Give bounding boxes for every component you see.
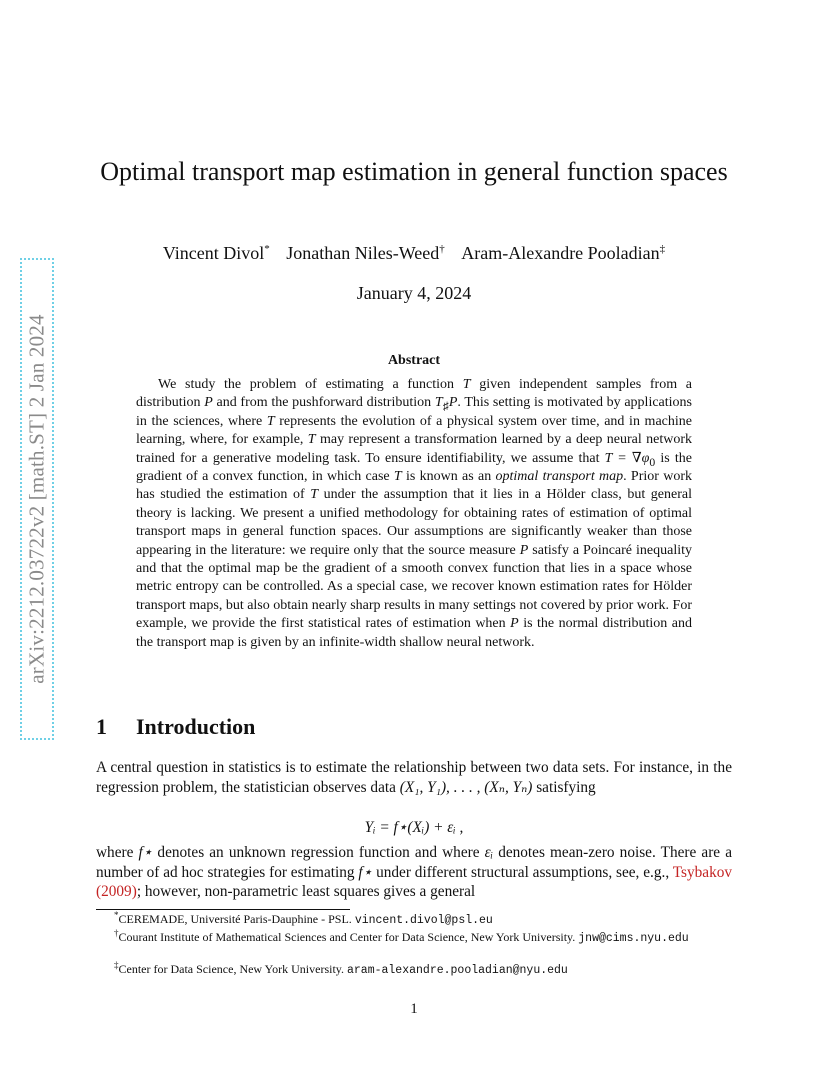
author-affiliation-mark: ‡ [659,243,666,255]
author-list [96,243,732,264]
section-heading-introduction [96,714,255,740]
email-link[interactable]: vincent.divol@psl.eu [354,914,493,927]
author-name: Aram-Alexandre Pooladian [461,243,660,263]
author-1 [163,243,270,263]
abstract-text: We study the problem of estimating a function T given independent samples from a distribution P and from the pushforward distribution $T_♯P$. This setting is motivated by applications in the sciences, where T represents the evolution of a physical system over time, and in machine learning, where, for example, T may represent a transformation learned by a deep neural network trained for a generative modeling task. To ensure identifiability, we assume that $T = \nabla\varphi_0$ is the gradient of a convex function, in which case T is known as an optimal transport map. Prior work has studied the estimation of T under the assumption that it lies in a Hölder class, but general theory is lacking. We present a unified methodology for obtaining rates of estimation of optimal transport maps in general function spaces. Our assumptions are significantly weaker than those appearing in the literature: we require only that the source measure P satisfy a Poincaré inequality and that the optimal map be the gradient of a smooth convex function that lies in a space whose metric entropy can be controlled. As a special case, we recover known estimation rates for Hölder transport maps, but also obtain nearly sharp results in many settings not covered by prior work. For example, we provide the first statistical rates of estimation when P is the normal distribution and the transport map is given by an infinite-width shallow neural network. [136,377,693,650]
abstract-heading: Abstract [387,353,441,368]
paper-date: January 4, 2024 [356,283,472,303]
author-3 [461,243,665,263]
section-number: 1 [96,714,107,739]
intro-paragraph-2: where f⋆ denotes an unknown regression function and where εᵢ denotes mean-zero noise. There are a number of ad hoc strategies for estimating f⋆ under different structural assumptions, see, e.g., Tsybakov (2009); however, non-parametric least squares gives a general [96,844,733,900]
arxiv-identifier-stamp [20,258,54,740]
author-affiliation-mark: * [264,243,270,255]
author-2 [286,243,445,263]
footnote-3: ‡Center for Data Science, New York University. aram-alexandre.pooladian@nyu.edu [114,960,568,977]
page-number: 1 [410,1001,418,1017]
paper-title: Optimal transport map estimation in general function spaces [100,157,728,186]
author-affiliation-mark: † [439,243,445,255]
author-name: Jonathan Niles-Weed [286,243,440,263]
email-link[interactable]: aram-alexandre.pooladian@nyu.edu [347,964,568,977]
author-name: Vincent Divol [162,243,265,263]
regression-equation: Yᵢ = f⋆(Xᵢ) + εᵢ , [364,819,464,836]
footnote-2: †Courant Institute of Mathematical Sciences and Center for Data Science, New York University. jnw@cims.nyu.edu [114,928,689,945]
arxiv-identifier-text: arXiv:2212.03722v2 [math.ST] 2 Jan 2024 [24,314,49,684]
citation-link[interactable]: Tsybakov (2009) [96,863,733,900]
email-link[interactable]: jnw@cims.nyu.edu [578,932,689,945]
footnote-1: *CEREMADE, Université Paris-Dauphine - PSL. vincent.divol@psl.eu [114,910,493,927]
footnote-divider [96,909,350,910]
section-title: Introduction [136,714,256,739]
intro-paragraph-1: A central question in statistics is to estimate the relationship between two data sets. For instance, in the regression problem, the statistician observes data (X₁, Y₁), . . . , (Xₙ, Yₙ) satisfying [96,759,732,796]
